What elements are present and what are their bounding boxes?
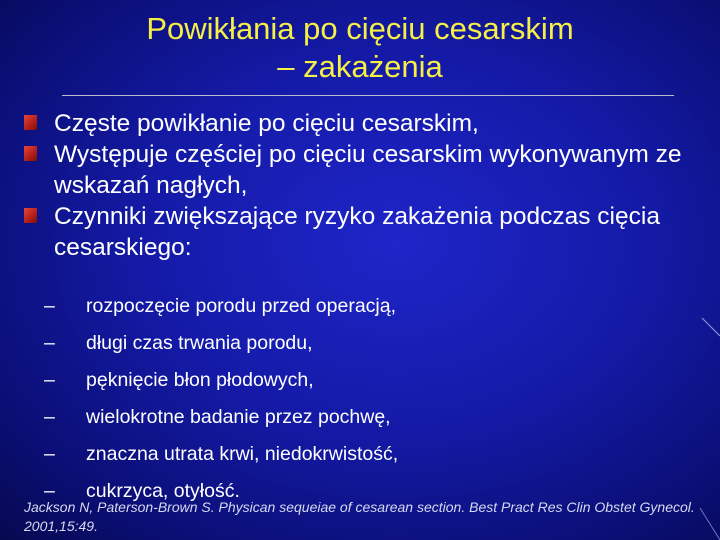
sub-bullet-text: rozpoczęcie porodu przed operacją,	[86, 295, 397, 317]
sub-bullet-text: wielokrotne badanie przez pochwę,	[86, 406, 391, 428]
decorative-line	[702, 318, 720, 336]
dash-marker: –	[44, 369, 55, 391]
sub-bullet-text: pęknięcie błon płodowych,	[86, 369, 314, 391]
bullet-text: Czynniki zwiększające ryzyko zakażenia podczas cięcia cesarskiego:	[54, 203, 660, 261]
dash-marker: –	[44, 295, 55, 317]
citation: Jackson N, Paterson-Brown S. Physican sequeiae of cesarean section. Best Pract Res Clin Obstet Gynecol. 2001,15:49.	[24, 499, 695, 534]
dash-marker: –	[44, 480, 55, 502]
bullet-text: Występuje częściej po cięciu cesarskim wykonywanym ze wskazań nagłych,	[54, 141, 682, 199]
dash-marker: –	[44, 332, 55, 354]
sub-bullet-text: znaczna utrata krwi, niedokrwistość,	[86, 443, 399, 465]
sub-bullet-text: cukrzyca, otyłość.	[86, 480, 240, 502]
slide-title-line-2: – zakażenia	[277, 49, 443, 84]
decorative-line	[700, 508, 720, 540]
bullet-text: Częste powikłanie po cięciu cesarskim,	[54, 110, 479, 137]
slide-title-line-1: Powikłania po cięciu cesarskim	[146, 11, 574, 46]
sub-bullet-text: długi czas trwania porodu,	[86, 332, 313, 354]
dash-marker: –	[44, 406, 55, 428]
dash-marker: –	[44, 443, 55, 465]
